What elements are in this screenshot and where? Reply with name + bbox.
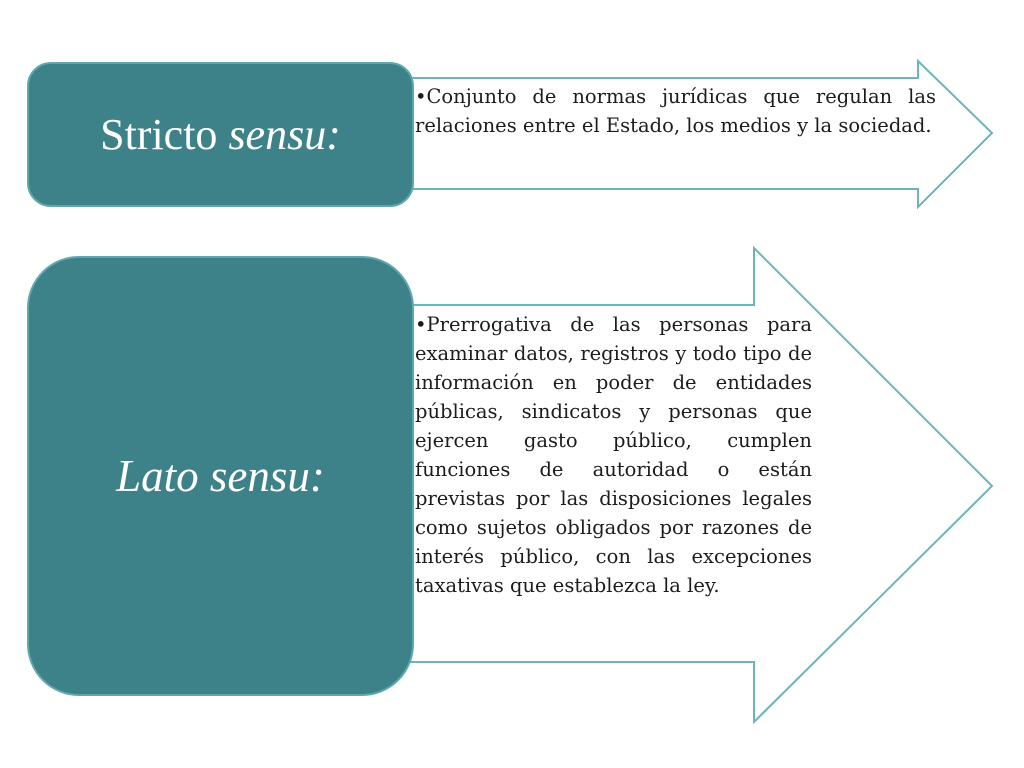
- stricto-label-plain: Stricto: [100, 110, 218, 159]
- stricto-sensu-description: •Conjunto de normas jurídicas que regulan las relaciones entre el Estado, los medios y la sociedad.: [415, 85, 936, 137]
- lato-sensu-label: Lato sensu:: [116, 451, 325, 501]
- lato-sensu-box: [27, 256, 414, 696]
- stricto-sensu-label: [100, 109, 341, 160]
- stricto-label-italic: sensu:: [228, 110, 341, 159]
- stricto-sensu-box: [27, 62, 414, 207]
- lato-sensu-description: •Prerrogativa de las personas para examinar datos, registros y todo tipo de información en poder de entidades públicas, sindicatos y personas que ejercen gasto público, cumplen funciones de autoridad o están previstas por las disposiciones legales como sujetos obligados por razones de interés público, con las excepciones taxativas que establezca la ley.: [415, 313, 812, 597]
